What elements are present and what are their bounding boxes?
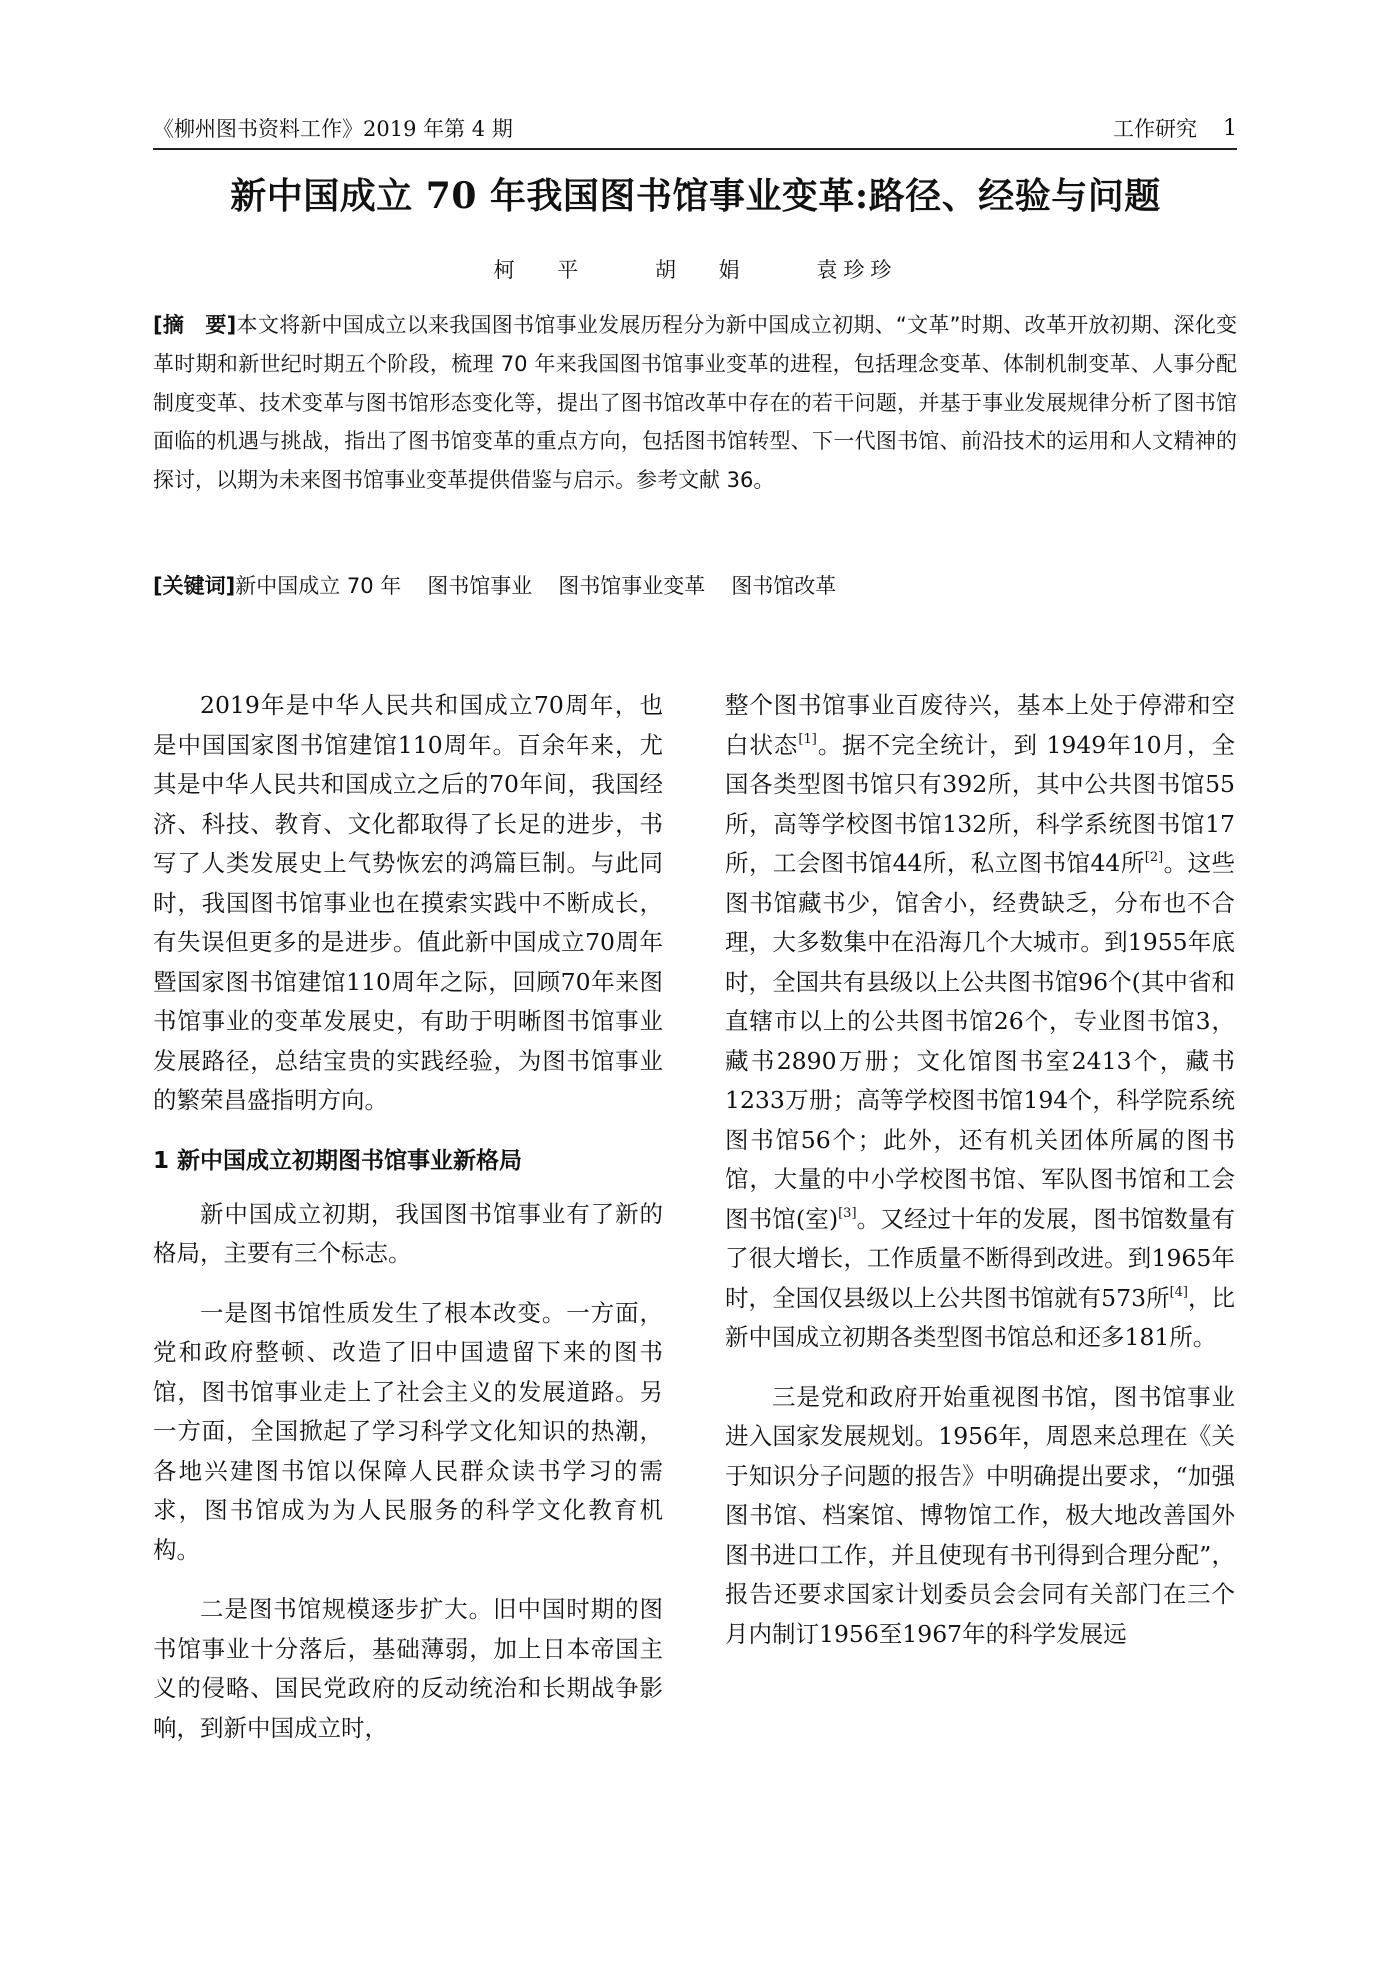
section-name: 工作研究 — [1113, 117, 1197, 141]
abstract — [153, 306, 1237, 500]
text-run: 。据不完全统计，到 1949年10月，全国各类型图书馆只有392所，其中公共图书馆55所，高等学校图书馆132所，科学系统图书馆17所，工会图书馆44所，私立图书馆44所 — [725, 730, 1235, 877]
keyword-4: 图书馆改革 — [731, 574, 837, 598]
keywords — [153, 568, 1237, 604]
section-1-paragraph-1: 新中国成立初期，我国图书馆事业有了新的格局，主要有三个标志。 — [153, 1199, 663, 1267]
article-title: 新中国成立 70 年我国图书馆事业变革:路径、经验与问题 — [230, 175, 1161, 217]
author-3: 袁珍珍 — [816, 258, 898, 282]
journal-issue: 《柳州图书资料工作》2019 年第 4 期 — [153, 117, 513, 141]
intro-paragraph: 2019年是中华人民共和国成立70周年，也是中国国家图书馆建馆110周年。百余年来，尤其是中华人民共和国成立之后的70年间，我国经济、科技、教育、文化都取得了长足的进步，书写了人类发展史上气势恢宏的鸿篇巨制。与此同时，我国图书馆事业也在摸索实践中不断成长，有失误但更多的是进步。值此新中国成立70周年暨国家图书馆建馆110周年之际，回顾70年来图书馆事业的变革发展史，有助于明晰图书馆事业发展路径，总结宝贵的实践经验，为图书馆事业的繁荣昌盛指明方向。 — [153, 691, 663, 1114]
section-1-paragraph-4: 三是党和政府开始重视图书馆，图书馆事业进入国家发展规划。1956年，周恩来总理在《关于知识分子问题的报告》中明确提出要求，“加强图书馆、档案馆、博物馆工作，极大地改善国外图书进口工作，并且使现有书刊得到合理分配”，报告还要求国家计划委员会会同有关部门在三个月内制订1956至1967年的科学发展远 — [725, 1382, 1235, 1648]
text-run: 。又经过十年的发展，图书馆数量有了很大增长，工作质量不断得到改进。到1965年时，全国仅县级以上公共图书馆就有573所 — [725, 1204, 1235, 1312]
author-1: 柯 平 — [493, 258, 585, 282]
citation-1: [1] — [798, 731, 817, 747]
page-number: 1 — [1223, 116, 1237, 141]
section-1-heading: 1 新中国成立初期图书馆事业新格局 — [153, 1147, 523, 1174]
citation-3: [3] — [838, 1205, 857, 1221]
text-run: 。这些图书馆藏书少，馆舍小，经费缺乏，分布也不合理，大多数集中在沿海几个大城市。到1955年底时，全国共有县级以上公共图书馆96个(其中省和直辖市以上的公共图书馆26个，专业图书馆3，藏书2890万册；文化馆图书室2413个，藏书1233万册；高等学校图书馆194个，科学院系统图书馆56个；此外，还有机关团体所属的图书馆，大量的中小学校图书馆、军队图书馆和工会图书馆(室) — [725, 849, 1236, 1233]
keyword-2: 图书馆事业 — [427, 574, 533, 598]
keyword-3: 图书馆事业变革 — [558, 574, 706, 598]
abstract-label: [摘 要] — [153, 313, 237, 337]
continued-paragraph — [725, 686, 1235, 1358]
section-1-paragraph-3: 二是图书馆规模逐步扩大。旧中国时期的图书馆事业十分落后，基础薄弱，加上日本帝国主义的侵略、国民党政府的反动统治和长期战争影响，到新中国成立时， — [153, 1595, 663, 1742]
text-run: ，比新中国成立初期各类型图书馆总和还多181所。 — [725, 1283, 1236, 1351]
section-1-paragraph-2: 一是图书馆性质发生了根本改变。一方面，党和政府整顿、改造了旧中国遗留下来的图书馆，图书馆事业走上了社会主义的发展道路。另一方面，全国掀起了学习科学文化知识的热潮，各地兴建图书馆以保障人民群众读书学习的需求，图书馆成为为人民服务的科学文化教育机构。 — [153, 1298, 663, 1564]
keyword-1: 新中国成立 70 年 — [235, 574, 402, 598]
text-run: 整个图书馆事业百废待兴，基本上处于停滞和空白状态 — [725, 691, 1235, 759]
running-header — [153, 112, 1237, 150]
citation-2: [2] — [1144, 850, 1164, 865]
abstract-text: 本文将新中国成立以来我国图书馆事业发展历程分为新中国成立初期、“文革”时期、改革开放初期、深化变革时期和新世纪时期五个阶段，梳理 70 年来我国图书馆事业变革的进程，包括理念变革、体制机制变革、人事分配制度变革、技术变革与图书馆形态变化等，提出了图书馆改革中存在的若干问题，并基于事业发展规律分析了图书馆面临的机遇与挑战，指出了图书馆变革的重点方向，包括图书馆转型、下一代图书馆、前沿技术的运用和人文精神的探讨，以期为未来图书馆事业变革提供借鉴与启示。参考文献 36。 — [153, 313, 1237, 493]
keywords-label: [关键词] — [153, 574, 236, 598]
author-2: 胡 娟 — [655, 258, 746, 282]
body-column-left — [153, 686, 663, 1748]
author-list — [0, 254, 1391, 284]
body-column-right — [725, 686, 1235, 1654]
citation-4: [4] — [1169, 1284, 1188, 1300]
